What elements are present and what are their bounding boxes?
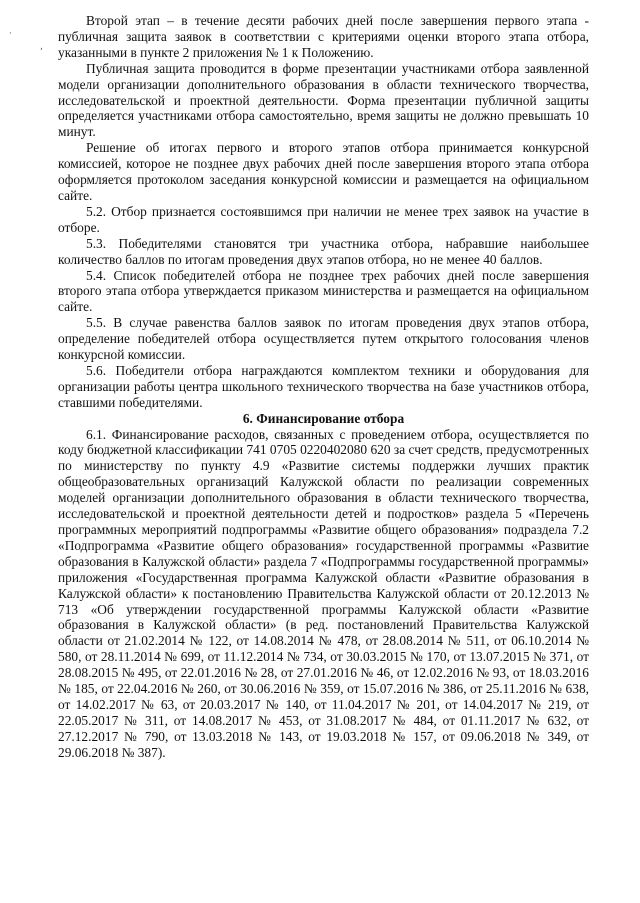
paragraph-5-6: 5.6. Победители отбора награждаются комплектом техники и оборудования для организации работы центра школьного технического творчества на базе участников отбора, ставшими победителями. [58, 362, 589, 410]
scan-speck: , [40, 42, 43, 52]
paragraph-5-5: 5.5. В случае равенства баллов заявок по итогам проведения двух этапов отбора, определение победителей отбора осуществляется путем открытого голосования членов конкурсной комиссии. [58, 315, 589, 363]
paragraph-public-defense: Публичная защита проводится в форме презентации участниками отбора заявленной модели организации дополнительного образования в области технического творчества, исследовательской и проектной деятельности. Форма презентации публичной защиты определяется участниками отбора самостоятельно, время защиты не должно превышать 10 минут. [58, 60, 589, 140]
document-page [58, 13, 589, 761]
paragraph-5-3: 5.3. Победителями становятся три участника отбора, набравшие наибольшее количество баллов по итогам проведения двух этапов отбора, но не менее 40 баллов. [58, 235, 589, 267]
paragraph-6-1: 6.1. Финансирование расходов, связанных с проведением отбора, осуществляется по коду бюджетной классификации 741 0705 0220402080 620 за счет средств, предусмотренных по министерству по пункту 4.9 «Развитие системы поддержки лучших практик общеобразовательных организаций Калужской области по реализации современных моделей организации дополнительного образования в области технического творчества, исследовательской и проектной деятельности детей и подростков» раздела 5 «Перечень программных мероприятий подпрограммы «Развитие общего образования» подраздела 7.2 «Подпрограмма «Развитие общего образования» государственной программы «Развитие образования в Калужской области» раздела 7 «Подпрограммы государственной программы» приложения «Государственная программа Калужской области «Развитие образования в Калужской области» к постановлению Правительства Калужской области от 20.12.2013 № 713 «Об утверждении государственной программы Калужской области «Развитие образования в Калужской области» (в ред. постановлений Правительства Калужской области от 21.02.2014 № 122, от 14.08.2014 № 478, от 28.08.2014 № 511, от 06.10.2014 № 580, от 28.11.2014 № 699, от 11.12.2014 № 734, от 30.03.2015 № 170, от 13.07.2015 № 371, от 28.08.2015 № 495, от 22.01.2016 № 28, от 27.01.2016 № 46, от 12.02.2016 № 93, от 18.03.2016 № 185, от 22.04.2016 № 260, от 30.06.2016 № 359, от 15.07.2016 № 386, от 25.11.2016 № 638, от 14.02.2017 № 63, от 20.03.2017 № 140, от 11.04.2017 № 201, от 14.04.2017 № 219, от 22.05.2017 № 311, от 14.08.2017 № 453, от 31.08.2017 № 484, от 01.11.2017 № 632, от 27.12.2017 № 790, от 13.03.2018 № 143, от 19.03.2018 № 157, от 09.06.2018 № 349, от 29.06.2018 № 387). [58, 426, 589, 760]
scan-speck: · [9, 29, 12, 39]
paragraph-5-2: 5.2. Отбор признается состоявшимся при наличии не менее трех заявок на участие в отборе. [58, 203, 589, 235]
paragraph-5-4: 5.4. Список победителей отбора не позднее трех рабочих дней после завершения второго этапа отбора утверждается приказом министерства и размещается на официальном сайте. [58, 267, 589, 315]
section-heading: 6. Финансирование отбора [242, 410, 405, 426]
paragraph-decision: Решение об итогах первого и второго этапов отбора принимается конкурсной комиссией, которое не позднее двух рабочих дней после завершения второго этапа отбора оформляется протоколом заседания конкурсной комиссии и размещается на официальном сайте. [58, 140, 589, 203]
paragraph-second-stage: Второй этап – в течение десяти рабочих дней после завершения первого этапа - публичная защита заявок в соответствии с критериями оценки второго этапа отбора, указанными в пункте 2 приложения № 1 к Положению. [58, 13, 589, 60]
